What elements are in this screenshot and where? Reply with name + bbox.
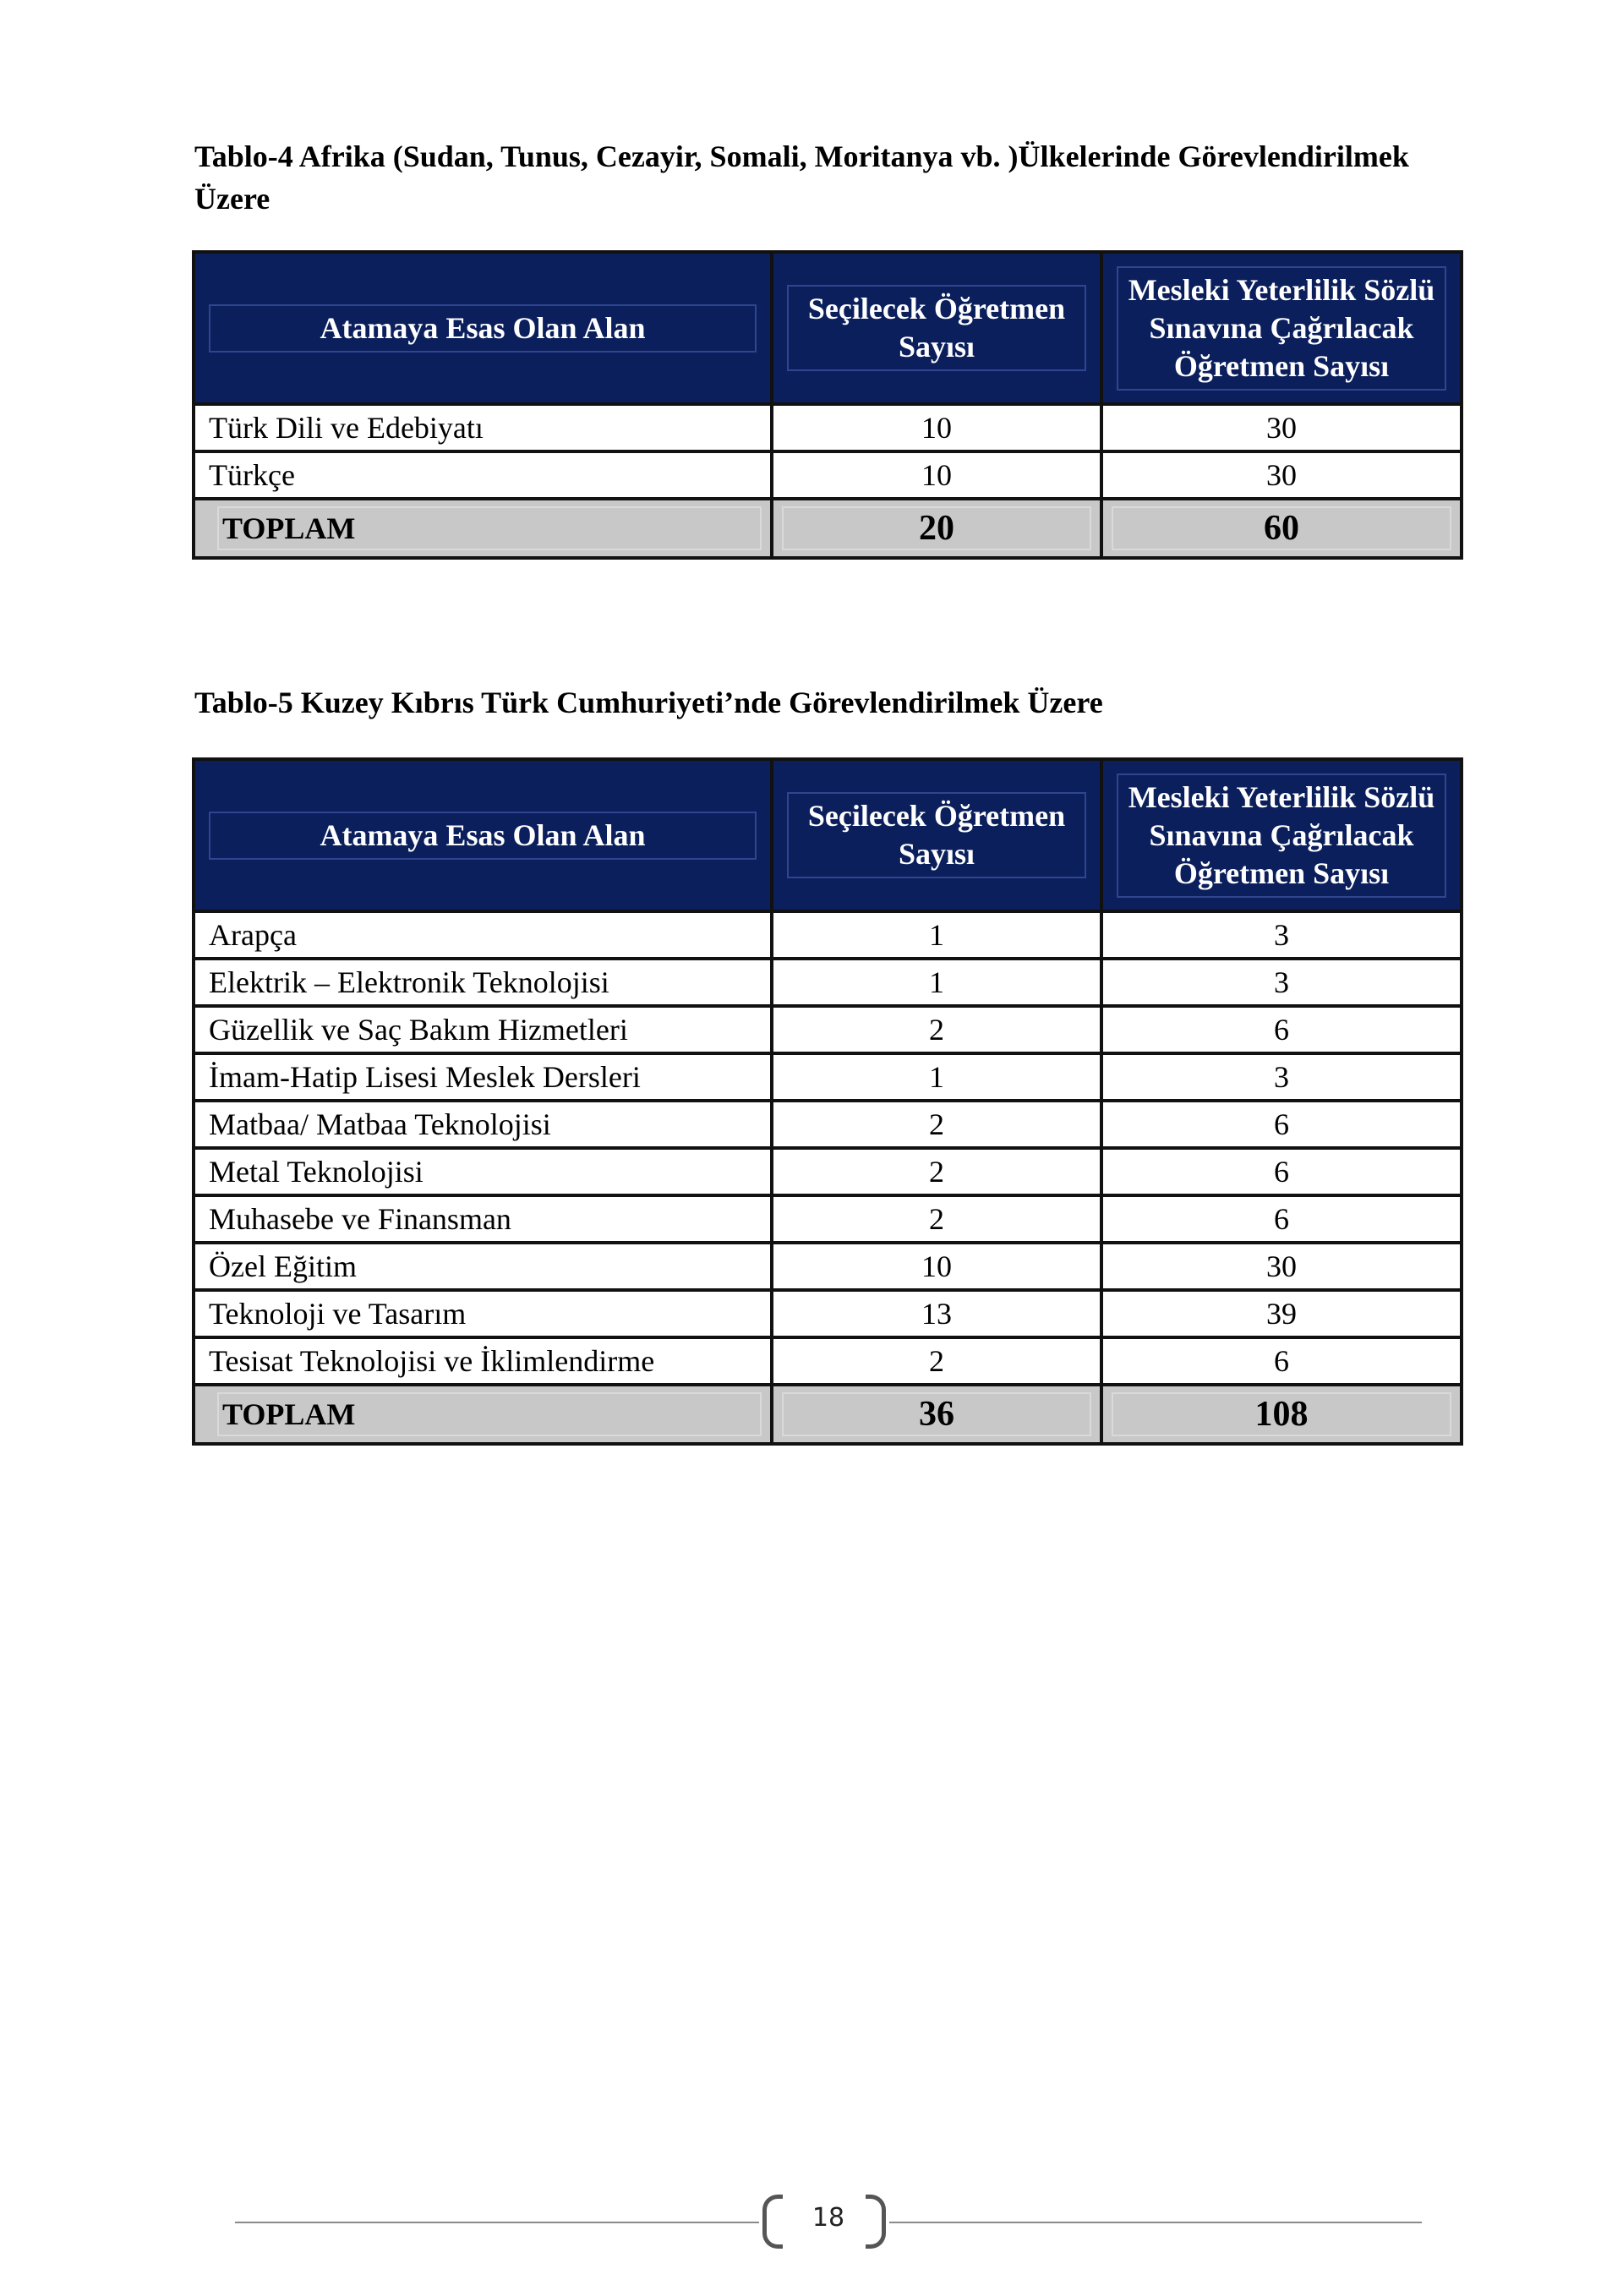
- selected-count-cell: 1: [772, 959, 1101, 1006]
- footer-bracket-right: [866, 2195, 886, 2249]
- selected-count-cell: 1: [772, 1053, 1101, 1101]
- table4-title: Tablo-4 Afrika (Sudan, Tunus, Cezayir, Somali, Moritanya vb. )Ülkelerinde Görevlendirilmek Üzere: [194, 139, 1409, 216]
- field-name-cell: Türkçe: [194, 451, 772, 499]
- total-selected-cell: 20: [772, 499, 1101, 558]
- page-number: 18: [812, 2203, 845, 2233]
- exam-count-cell: 3: [1101, 911, 1462, 959]
- field-name-cell: Teknoloji ve Tasarım: [194, 1290, 772, 1337]
- selected-count-cell: 13: [772, 1290, 1101, 1337]
- table-row: [194, 959, 1462, 1006]
- footer-bracket-left: [762, 2195, 783, 2249]
- total-label-cell: TOPLAM: [194, 1385, 772, 1444]
- table5-header-selected-count: Seçilecek Öğretmen Sayısı: [772, 759, 1101, 911]
- table5-header-exam-count: Mesleki Yeterlilik Sözlü Sınavına Çağrılacak Öğretmen Sayısı: [1101, 759, 1462, 911]
- table4-header-exam-count: Mesleki Yeterlilik Sözlü Sınavına Çağrılacak Öğretmen Sayısı: [1101, 252, 1462, 404]
- table-row: [194, 1148, 1462, 1195]
- exam-count-cell: 6: [1101, 1101, 1462, 1148]
- selected-count-cell: 2: [772, 1195, 1101, 1243]
- footer-rule-right: [889, 2222, 1422, 2223]
- table5-header-field: Atamaya Esas Olan Alan: [194, 759, 772, 911]
- table4: [192, 250, 1463, 560]
- field-name-cell: Arapça: [194, 911, 772, 959]
- total-row: [194, 1385, 1462, 1444]
- table-row: [194, 911, 1462, 959]
- exam-count-cell: 3: [1101, 959, 1462, 1006]
- exam-count-cell: 6: [1101, 1006, 1462, 1053]
- field-name-cell: Tesisat Teknolojisi ve İklimlendirme: [194, 1337, 772, 1385]
- footer-rule-left: [235, 2222, 759, 2223]
- table-row: [194, 1290, 1462, 1337]
- field-name-cell: İmam-Hatip Lisesi Meslek Dersleri: [194, 1053, 772, 1101]
- exam-count-cell: 6: [1101, 1337, 1462, 1385]
- exam-count-cell: 6: [1101, 1195, 1462, 1243]
- total-exam-cell: 108: [1101, 1385, 1462, 1444]
- selected-count-cell: 2: [772, 1148, 1101, 1195]
- selected-count-cell: 2: [772, 1101, 1101, 1148]
- exam-count-cell: 3: [1101, 1053, 1462, 1101]
- exam-count-cell: 30: [1101, 404, 1462, 451]
- field-name-cell: Elektrik – Elektronik Teknolojisi: [194, 959, 772, 1006]
- selected-count-cell: 10: [772, 451, 1101, 499]
- table4-body: [194, 404, 1462, 558]
- field-name-cell: Matbaa/ Matbaa Teknolojisi: [194, 1101, 772, 1148]
- field-name-cell: Muhasebe ve Finansman: [194, 1195, 772, 1243]
- exam-count-cell: 39: [1101, 1290, 1462, 1337]
- total-label-cell: TOPLAM: [194, 499, 772, 558]
- selected-count-cell: 2: [772, 1337, 1101, 1385]
- table-row: [194, 1101, 1462, 1148]
- total-exam-cell: 60: [1101, 499, 1462, 558]
- exam-count-cell: 30: [1101, 451, 1462, 499]
- selected-count-cell: 10: [772, 1243, 1101, 1290]
- table5-body: [194, 911, 1462, 1444]
- table5: [192, 757, 1463, 1446]
- table-row: [194, 1195, 1462, 1243]
- table-row: [194, 1006, 1462, 1053]
- table4-header-field: Atamaya Esas Olan Alan: [194, 252, 772, 404]
- table-row: [194, 1053, 1462, 1101]
- table-row: [194, 404, 1462, 451]
- table5-header-row: [194, 759, 1462, 911]
- table-row: [194, 1337, 1462, 1385]
- exam-count-cell: 30: [1101, 1243, 1462, 1290]
- table-row: [194, 1243, 1462, 1290]
- exam-count-cell: 6: [1101, 1148, 1462, 1195]
- selected-count-cell: 2: [772, 1006, 1101, 1053]
- field-name-cell: Güzellik ve Saç Bakım Hizmetleri: [194, 1006, 772, 1053]
- table5-title: Tablo-5 Kuzey Kıbrıs Türk Cumhuriyeti’nde Görevlendirilmek Üzere: [194, 686, 1103, 719]
- total-selected-cell: 36: [772, 1385, 1101, 1444]
- table-row: [194, 451, 1462, 499]
- total-row: [194, 499, 1462, 558]
- field-name-cell: Özel Eğitim: [194, 1243, 772, 1290]
- selected-count-cell: 10: [772, 404, 1101, 451]
- table4-header-selected-count: Seçilecek Öğretmen Sayısı: [772, 252, 1101, 404]
- field-name-cell: Metal Teknolojisi: [194, 1148, 772, 1195]
- table4-header-row: [194, 252, 1462, 404]
- field-name-cell: Türk Dili ve Edebiyatı: [194, 404, 772, 451]
- selected-count-cell: 1: [772, 911, 1101, 959]
